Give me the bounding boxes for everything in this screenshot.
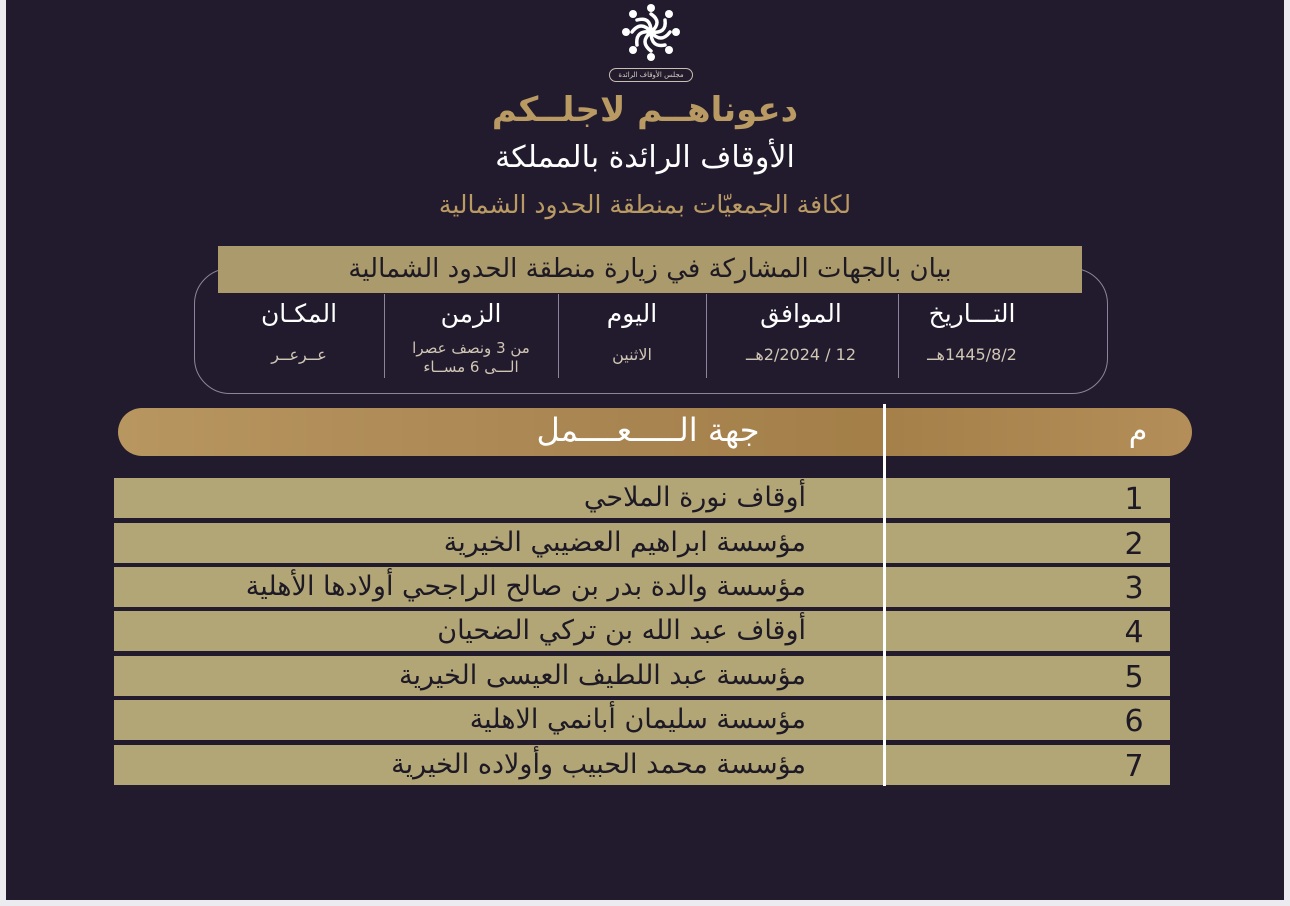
row-name: أوقاف نورة الملاحي [583,482,806,513]
info-date [898,294,1046,380]
page-title: الأوقاف الرائدة بالمملكة [495,140,795,175]
table-header [118,408,1192,456]
info-place-label: المكـان [260,299,338,328]
visit-banner: بيان بالجهات المشاركة في زيارة منطقة الحدود الشمالية [218,246,1082,293]
tagline: دعوناهــم لاجلــكم [491,90,799,130]
row-number: 1 [1124,482,1144,517]
flower-logo-icon [609,0,693,68]
row-name: مؤسسة ابراهيم العضيبي الخيرية [443,527,806,558]
row-number: 4 [1124,615,1144,650]
info-place-value: عــرعــر [271,345,327,364]
table-row [114,523,1170,563]
table-row [114,700,1170,740]
info-day [560,294,704,380]
info-gregorian [706,294,896,380]
info-day-label: اليوم [606,299,658,328]
row-number: 6 [1124,704,1144,739]
column-divider [883,404,886,786]
row-name: مؤسسة والدة بدر بن صالح الراجحي أولادها الأهلية [245,571,806,602]
table-row [114,567,1170,607]
info-divider [384,294,385,378]
row-name: مؤسسة محمد الحبيب وأولاده الخيرية [391,749,806,780]
row-number: 5 [1124,660,1144,695]
info-day-value: الاثنين [612,345,652,364]
table-row [114,745,1170,785]
table-row [114,478,1170,518]
logo-caption: مجلس الأوقاف الرائدة [609,68,693,82]
info-time [386,294,556,380]
header-work-label: جهة الـــــعــــمل [536,411,760,449]
info-gregorian-value: 12 / 2/2024هــ [745,345,857,364]
info-divider [706,294,707,378]
table-row [114,611,1170,651]
row-name: مؤسسة عبد اللطيف العيسى الخيرية [399,660,806,691]
info-gregorian-label: الموافق [760,299,842,328]
row-number: 2 [1124,527,1144,562]
info-divider [898,294,899,378]
info-divider [558,294,559,378]
header-number-label: م [1128,414,1148,449]
invitation-poster [6,0,1284,900]
info-date-label: التـــاريخ [928,299,1016,328]
info-time-value: من 3 ونصف عصرا الـــى 6 مســاء [412,339,530,376]
row-number: 3 [1124,571,1144,606]
organization-logo [609,0,693,86]
row-number: 7 [1124,749,1144,784]
table-row [114,656,1170,696]
info-place [216,294,382,380]
row-name: مؤسسة سليمان أبانمي الاهلية [469,704,806,735]
subtitle: لكافة الجمعيّات بمنطقة الحدود الشمالية [438,190,852,219]
info-date-value: 1445/8/2هــ [927,345,1017,364]
info-time-label: الزمن [440,299,502,328]
row-name: أوقاف عبد الله بن تركي الضحيان [437,615,806,646]
